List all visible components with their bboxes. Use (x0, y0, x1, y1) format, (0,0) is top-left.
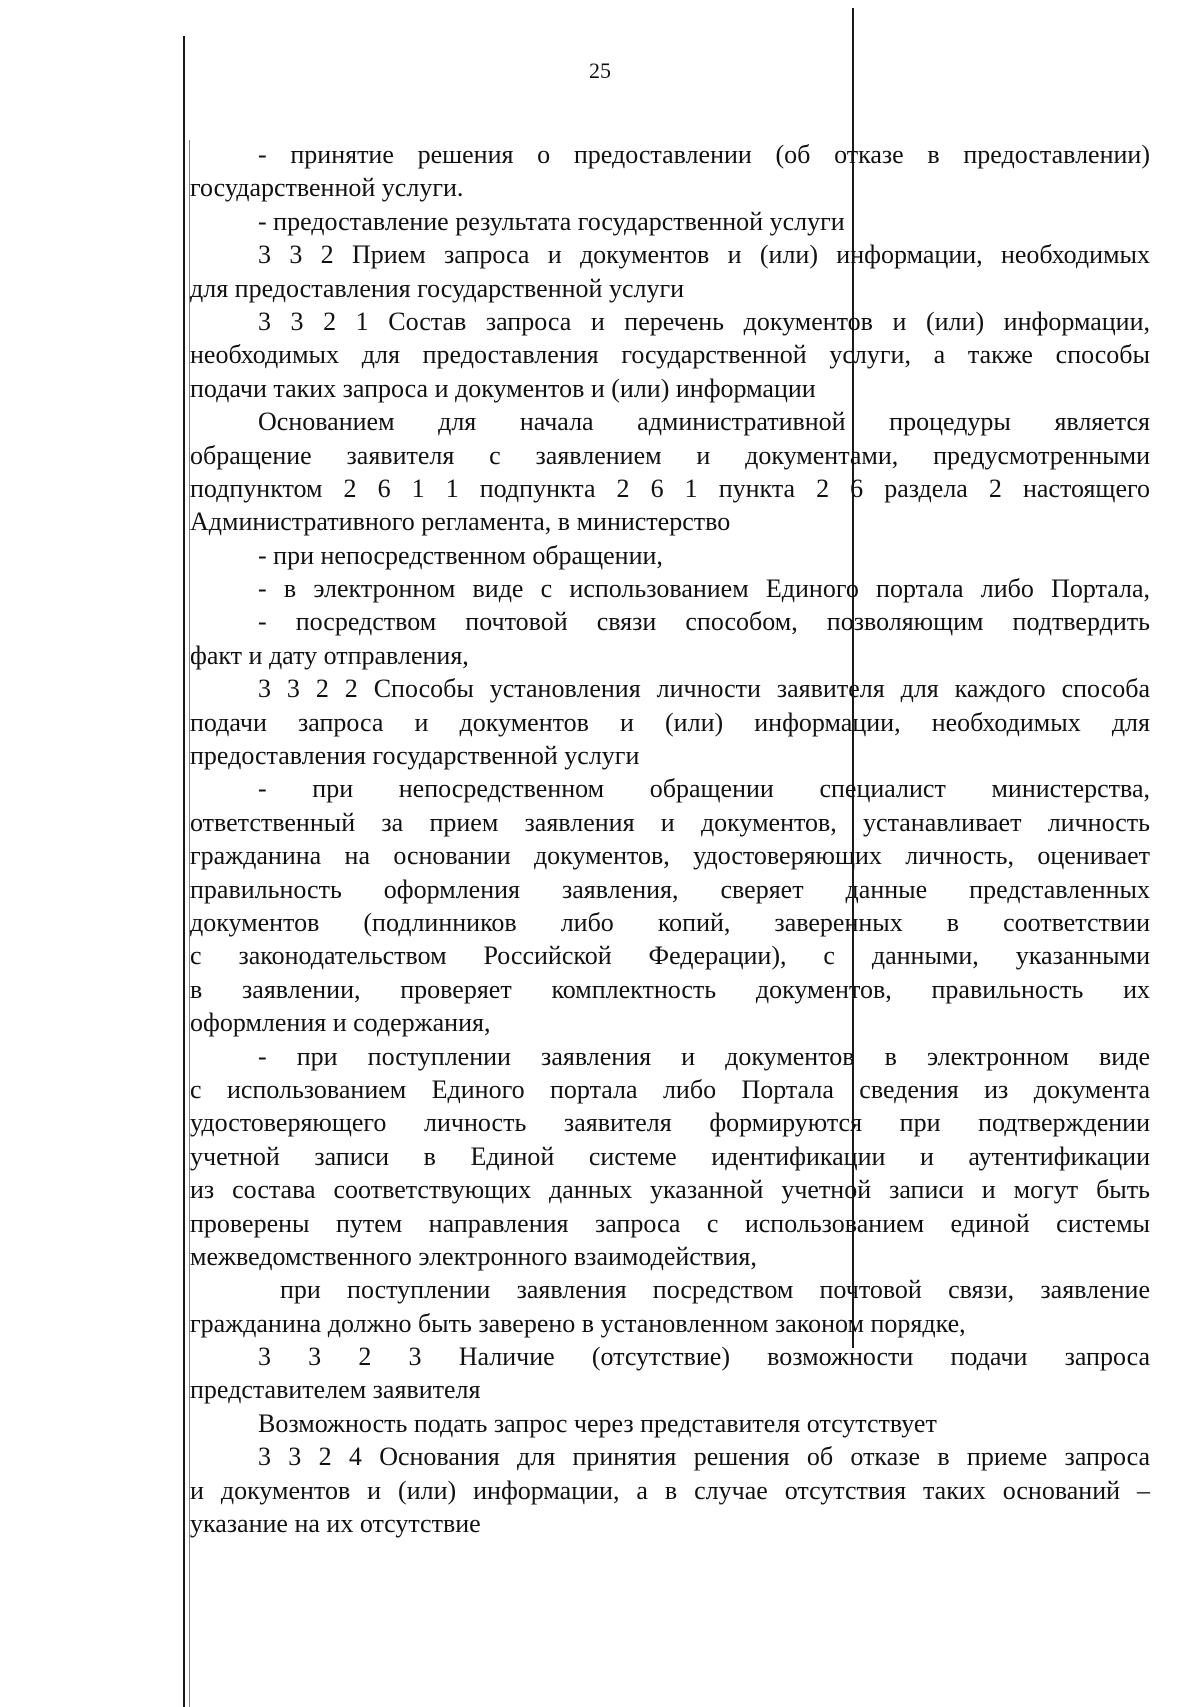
text-line: проверены путем направления запроса с использованием единой системы (190, 1208, 1150, 1238)
text-line: гражданина должно быть заверено в установленном законом порядке, (190, 1308, 966, 1338)
text-line: 3 3 2 4 Основания для принятия решения об отказе в приеме запроса (258, 1442, 1150, 1472)
text-line: подпунктом 2 6 1 1 подпункта 2 6 1 пункта 2 6 раздела 2 настоящего (190, 473, 1150, 503)
text-line: предоставления государственной услуги (190, 741, 640, 771)
text-line: - принятие решения о предоставлении (об отказе в предоставлении) (258, 140, 1150, 169)
text-line: обращение заявителя с заявлением и документами, предусмотренными (190, 440, 1150, 470)
text-line: Возможность подать запрос через представителя отсутствует (258, 1408, 937, 1438)
text-line: 3 3 2 Прием запроса и документов и (или) информации, необходимых (258, 240, 1150, 270)
text-line: с законодательством Российской Федерации), с данными, указанными (190, 941, 1150, 971)
text-line: правильность оформления заявления, сверяет данные представленных (190, 874, 1150, 904)
text-line: 3 3 2 2 Способы установления личности заявителя для каждого способа (258, 674, 1150, 704)
document-body (190, 138, 1150, 1540)
scan-line-left (183, 36, 185, 1707)
text-line: - при поступлении заявления и документов в электронном виде (258, 1041, 1150, 1071)
text-line: межведомственного электронного взаимодействия, (190, 1241, 757, 1271)
text-line: удостоверяющего личность заявителя формируются при подтверждении (190, 1108, 1150, 1138)
text-line: документов (подлинников либо копий, заверенных в соответствии (190, 907, 1150, 937)
text-line: 3 3 2 1 Состав запроса и перечень документов и (или) информации, (258, 306, 1150, 336)
text-line: Основанием для начала административной процедуры является (258, 407, 1150, 437)
text-line: подачи запроса и документов и (или) информации, необходимых для (190, 707, 1150, 737)
text-line: гражданина на основании документов, удостоверяющих личность, оценивает (190, 841, 1150, 871)
text-line: с использованием Единого портала либо Портала сведения из документа (190, 1074, 1150, 1104)
text-line: при поступлении заявления посредством почтовой связи, заявление (280, 1275, 1150, 1305)
text-line: - предоставление результата государственной услуги (258, 206, 845, 236)
text-line: оформления и содержания, (190, 1008, 491, 1038)
text-line: - посредством почтовой связи способом, позволяющим подтвердить (258, 607, 1150, 637)
text-line: из состава соответствующих данных указанной учетной записи и могут быть (190, 1175, 1150, 1205)
text-line: государственной услуги. (190, 173, 464, 203)
page-number: 25 (589, 58, 611, 83)
text-line: в заявлении, проверяет комплектность документов, правильность их (190, 974, 1150, 1004)
text-line: указание на их отсутствие (190, 1509, 481, 1539)
text-line: - при непосредственном обращении специалист министерства, (258, 774, 1150, 804)
text-line: ответственный за прием заявления и документов, устанавливает личность (190, 807, 1150, 837)
text-line: Административного регламента, в министерство (190, 507, 731, 537)
text-line: подачи таких запроса и документов и (или) информации (190, 373, 816, 403)
text-line: - в электронном виде с использованием Единого портала либо Портала, (258, 574, 1150, 604)
text-line: необходимых для предоставления государственной услуги, а также способы (190, 340, 1150, 370)
text-line: представителем заявителя (190, 1375, 481, 1405)
text-line: - при непосредственном обращении, (258, 540, 663, 570)
text-line: факт и дату отправления, (190, 640, 469, 670)
text-line: для предоставления государственной услуги (190, 273, 685, 303)
text-line: учетной записи в Единой системе идентификации и аутентификации (190, 1141, 1150, 1171)
text-line: 3 3 2 3 Наличие (отсутствие) возможности подачи запроса (258, 1342, 1150, 1372)
text-line: и документов и (или) информации, а в случае отсутствия таких оснований – (190, 1475, 1150, 1505)
